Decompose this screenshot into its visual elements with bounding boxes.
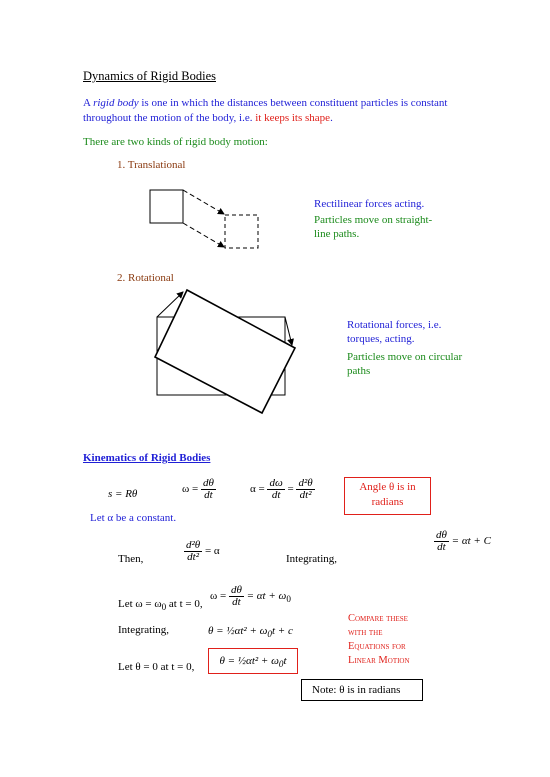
- kinematics-heading: Kinematics of Rigid Bodies: [83, 452, 211, 464]
- eq-angular-velocity: [182, 478, 216, 501]
- d2theta-num: d²θ: [298, 477, 313, 489]
- eq-theta: [208, 625, 293, 639]
- omega-lhs-2: ω =: [210, 590, 227, 603]
- compare-note: [348, 612, 410, 668]
- eq-omega: [210, 585, 291, 608]
- let-omega0-text: Let ω = ω: [118, 598, 162, 610]
- let-omega0: [118, 598, 203, 612]
- int-rhs: = αt + C: [451, 535, 491, 548]
- omega-lhs: ω =: [182, 483, 199, 496]
- rotational-note-2b: paths: [347, 365, 371, 377]
- translational-start-square: [150, 190, 183, 223]
- theta-eq-text: θ = ½αt² + ω: [208, 625, 268, 637]
- translational-note-1: Rectilinear forces acting.: [314, 198, 425, 210]
- boxed-theta-equation: [208, 648, 298, 674]
- domega-num: dω: [269, 477, 283, 489]
- then-label: Then,: [118, 553, 144, 565]
- translational-path-top: [183, 190, 224, 214]
- compare-line-1: Compare these: [348, 613, 408, 624]
- let-theta0: Let θ = 0 at t = 0,: [118, 661, 195, 673]
- translational-heading: 1. Translational: [117, 159, 186, 171]
- translational-note-2b: line paths.: [314, 228, 360, 240]
- intro-rest-2: throughout the motion of the body, i.e.: [83, 112, 256, 124]
- translational-end-square: [225, 215, 258, 248]
- angle-radians-box: [344, 477, 431, 515]
- angle-box-line-1: Angle θ is in: [359, 481, 416, 493]
- integrating-label-1: Integrating,: [286, 553, 338, 565]
- let-alpha-constant: Let α be a constant.: [90, 512, 177, 524]
- omega-eq-rhs: = αt + ω: [246, 590, 287, 603]
- eq-sign: =: [287, 483, 294, 496]
- dt-den: dt: [204, 489, 213, 501]
- dtheta-num: dθ: [202, 477, 214, 489]
- integrating-label-2: Integrating,: [118, 624, 170, 636]
- eq-arc-length: s = Rθ: [108, 488, 138, 500]
- d2theta-num-2: d²θ: [186, 539, 201, 551]
- alpha-lhs: α =: [250, 483, 265, 496]
- rotational-note-2a: Particles move on circular: [347, 351, 463, 363]
- omega0-sub-4: 0: [278, 659, 284, 670]
- boxed-eq-tail: t: [283, 655, 287, 667]
- kinds-line: There are two kinds of rigid body motion:: [83, 136, 268, 148]
- dt2-den: dt²: [299, 489, 312, 501]
- dtheta-num-3: dθ: [230, 584, 242, 596]
- dt2-den-2: dt²: [187, 551, 200, 563]
- translational-path-bottom: [183, 223, 224, 247]
- eq-then: [184, 540, 220, 563]
- boxed-eq-text: θ = ½αt² + ω: [219, 655, 279, 667]
- omega0-sub-3: 0: [267, 629, 272, 640]
- omega0-subscript: 0: [161, 602, 167, 613]
- angle-box-line-2: radians: [371, 496, 404, 508]
- page-title: Dynamics of Rigid Bodies: [83, 69, 216, 83]
- intro-rest-1: is one in which the distances between constituent particles is constant: [138, 97, 448, 109]
- then-rhs: = α: [204, 545, 220, 558]
- compare-line-4: Linear Motion: [348, 655, 410, 666]
- intro-dot: .: [330, 112, 333, 124]
- eq-angular-acceleration: [250, 478, 315, 501]
- rotational-heading: 2. Rotational: [117, 272, 174, 284]
- dt-den-3: dt: [437, 541, 446, 553]
- dt-den-4: dt: [232, 596, 241, 608]
- rotational-note-1b: torques, acting.: [347, 333, 415, 345]
- compare-line-3: Equations for: [348, 641, 406, 652]
- theta-eq-tail: t + c: [271, 625, 293, 637]
- omega0-sub-2: 0: [286, 594, 291, 605]
- rigid-body-term: rigid body: [93, 97, 139, 109]
- translational-note-2a: Particles move on straight-: [314, 214, 433, 226]
- rotational-note-1a: Rotational forces, i.e.: [347, 319, 442, 331]
- rotational-arrow-right: [285, 317, 292, 345]
- radians-note-box: Note: θ is in radians: [301, 679, 423, 701]
- eq-integrated-omega: [434, 530, 491, 553]
- keeps-shape-text: it keeps its shape: [255, 112, 331, 124]
- dt-den-2: dt: [271, 489, 281, 501]
- at-t0: at t = 0,: [166, 598, 203, 610]
- dtheta-num-2: dθ: [436, 529, 447, 541]
- compare-line-2: with the: [348, 627, 383, 638]
- intro-a: A: [83, 97, 94, 109]
